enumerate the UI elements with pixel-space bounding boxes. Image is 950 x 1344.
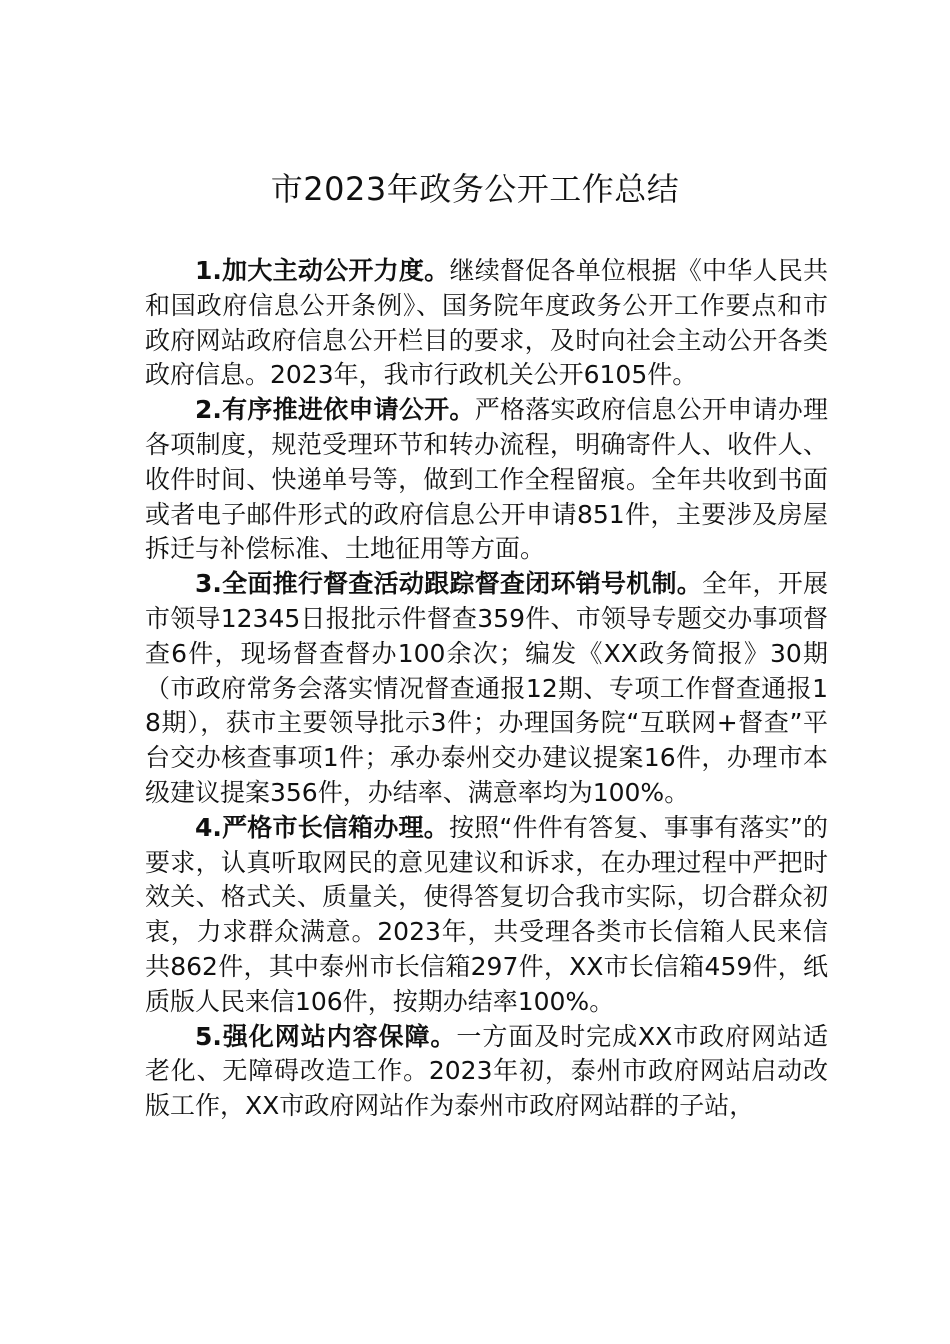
- paragraph-1: [145, 254, 828, 393]
- document-body: [145, 254, 828, 1124]
- paragraph-4: [145, 811, 828, 1020]
- paragraph-heading: 5.强化网站内容保障。: [195, 1021, 457, 1051]
- paragraph-2: [145, 393, 828, 567]
- paragraph-text: 按照“件件有答复、事事有落实”的要求，认真听取网民的意见建议和诉求，在办理过程中严把时效关、格式关、质量关，使得答复切合我市实际，切合群众初衷，力求群众满意。2023年，共受理各类市长信箱人民来信共862件，其中泰州市长信箱297件，XX市长信箱459件，纸质版人民来信106件，按期办结率100%。: [145, 812, 828, 1016]
- paragraph-heading: 2.有序推进依申请公开。: [195, 395, 475, 425]
- paragraph-text: 继续督促各单位根据《中华人民共和国政府信息公开条例》、国务院年度政务公开工作要点和市政府网站政府信息公开栏目的要求，及时向社会主动公开各类政府信息。2023年，我市行政机关公开6105件。: [145, 256, 828, 390]
- paragraph-heading: 4.严格市长信箱办理。: [195, 812, 449, 842]
- paragraph-5: [145, 1020, 828, 1124]
- paragraph-text: 严格落实政府信息公开申请办理各项制度，规范受理环节和转办流程，明确寄件人、收件人、收件时间、快递单号等，做到工作全程留痕。全年共收到书面或者电子邮件形式的政府信息公开申请851件，主要涉及房屋拆迁与补偿标准、土地征用等方面。: [145, 395, 828, 564]
- paragraph-3: [145, 567, 828, 811]
- paragraph-text: 一方面及时完成XX市政府网站适老化、无障碍改造工作。2023年初，泰州市政府网站启动改版工作，XX市政府网站作为泰州市政府网站群的子站，: [145, 1021, 828, 1121]
- document-title: 市2023年政务公开工作总结: [270, 170, 680, 208]
- paragraph-heading: 3.全面推行督查活动跟踪督查闭环销号机制。: [195, 569, 702, 599]
- paragraph-heading: 1.加大主动公开力度。: [195, 256, 450, 285]
- paragraph-text: 全年，开展市领导12345日报批示件督查359件、市领导专题交办事项督查6件，现场督查督办100余次；编发《XX政务简报》30期（市政府常务会落实情况督查通报12期、专项工作督查通报18期），获市主要领导批示3件；办理国务院“互联网+督查”平台交办核查事项1件；承办泰州交办建议提案16件，办理市本级建议提案356件，办结率、满意率均为100%。: [145, 569, 828, 807]
